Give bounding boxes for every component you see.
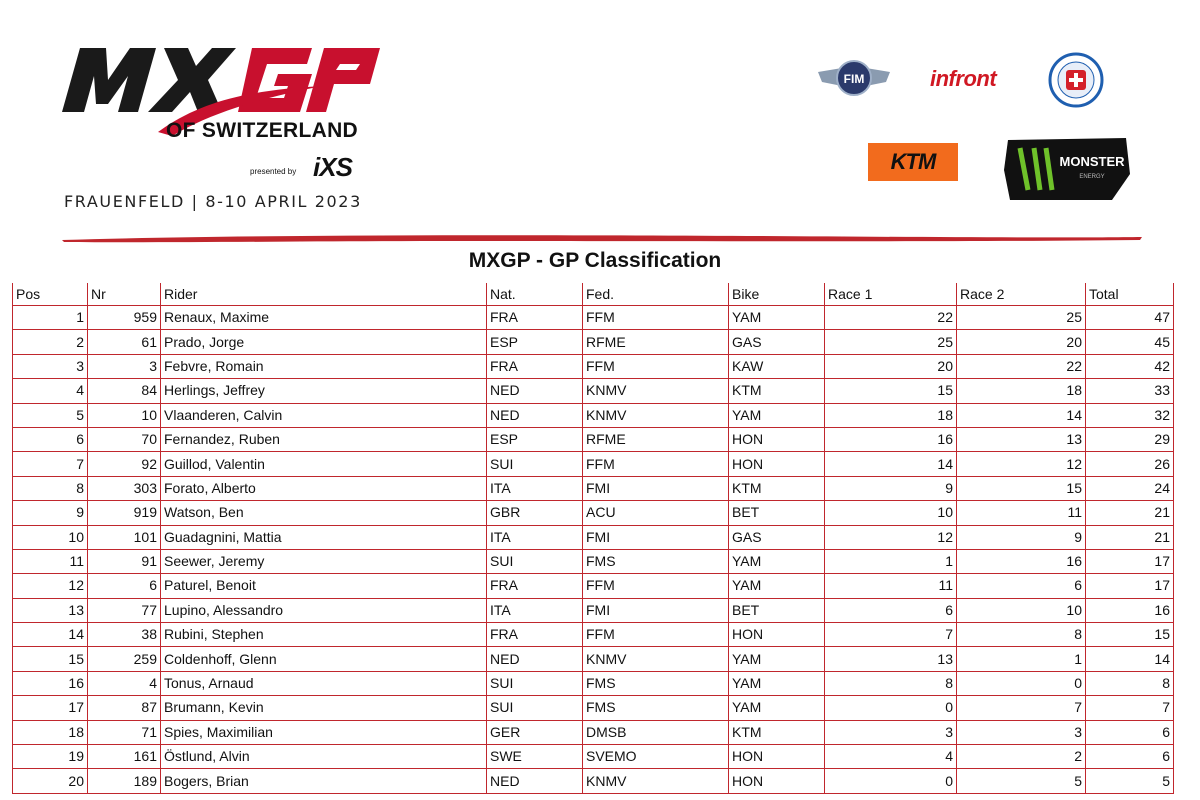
- cell-rider: Paturel, Benoit: [161, 574, 487, 598]
- cell-nat: ITA: [487, 476, 583, 500]
- cell-bike: YAM: [729, 306, 825, 330]
- cell-race2: 3: [957, 720, 1086, 744]
- cell-race1: 9: [825, 476, 957, 500]
- fim-logo-icon: [816, 58, 892, 100]
- cell-total: 47: [1086, 306, 1174, 330]
- cell-pos: 8: [13, 476, 88, 500]
- cell-race2: 10: [957, 598, 1086, 622]
- cell-rider: Östlund, Alvin: [161, 745, 487, 769]
- cell-race1: 6: [825, 598, 957, 622]
- cell-pos: 20: [13, 769, 88, 793]
- cell-nat: SUI: [487, 549, 583, 573]
- cell-rider: Herlings, Jeffrey: [161, 379, 487, 403]
- cell-bike: YAM: [729, 671, 825, 695]
- header-nat: Nat.: [487, 283, 583, 306]
- fms-swiss-logo-icon: [1048, 52, 1104, 108]
- cell-race1: 7: [825, 623, 957, 647]
- cell-fed: FMI: [583, 598, 729, 622]
- cell-fed: KNMV: [583, 647, 729, 671]
- cell-nr: 38: [88, 623, 161, 647]
- cell-pos: 10: [13, 525, 88, 549]
- cell-nat: NED: [487, 403, 583, 427]
- header-total: Total: [1086, 283, 1174, 306]
- cell-pos: 13: [13, 598, 88, 622]
- cell-race1: 13: [825, 647, 957, 671]
- cell-total: 5: [1086, 769, 1174, 793]
- cell-race2: 20: [957, 330, 1086, 354]
- cell-nr: 959: [88, 306, 161, 330]
- cell-total: 16: [1086, 598, 1174, 622]
- cell-pos: 5: [13, 403, 88, 427]
- cell-race2: 11: [957, 501, 1086, 525]
- cell-nr: 70: [88, 427, 161, 451]
- cell-rider: Rubini, Stephen: [161, 623, 487, 647]
- table-row: [13, 720, 1174, 744]
- cell-nat: NED: [487, 769, 583, 793]
- cell-rider: Guadagnini, Mattia: [161, 525, 487, 549]
- svg-text:MONSTER: MONSTER: [1059, 154, 1125, 169]
- cell-total: 26: [1086, 452, 1174, 476]
- cell-total: 29: [1086, 427, 1174, 451]
- cell-pos: 18: [13, 720, 88, 744]
- cell-race1: 16: [825, 427, 957, 451]
- cell-nr: 77: [88, 598, 161, 622]
- cell-race2: 14: [957, 403, 1086, 427]
- table-row: [13, 476, 1174, 500]
- cell-nr: 4: [88, 671, 161, 695]
- table-row: [13, 623, 1174, 647]
- cell-race2: 7: [957, 696, 1086, 720]
- cell-fed: SVEMO: [583, 745, 729, 769]
- table-row: [13, 647, 1174, 671]
- cell-race2: 2: [957, 745, 1086, 769]
- cell-nat: FRA: [487, 574, 583, 598]
- cell-nat: ITA: [487, 598, 583, 622]
- table-row: [13, 427, 1174, 451]
- cell-race1: 4: [825, 745, 957, 769]
- cell-nr: 10: [88, 403, 161, 427]
- presented-by-label: presented by: [250, 167, 297, 176]
- header-bike: Bike: [729, 283, 825, 306]
- table-row: [13, 525, 1174, 549]
- cell-fed: RFME: [583, 427, 729, 451]
- event-subtitle: OF SWITZERLAND: [166, 119, 359, 142]
- red-brush-divider: [62, 232, 1142, 244]
- cell-nat: GBR: [487, 501, 583, 525]
- cell-race2: 9: [957, 525, 1086, 549]
- cell-fed: FMI: [583, 476, 729, 500]
- cell-rider: Fernandez, Ruben: [161, 427, 487, 451]
- cell-nat: FRA: [487, 306, 583, 330]
- table-row: [13, 354, 1174, 378]
- cell-total: 8: [1086, 671, 1174, 695]
- svg-text:ENERGY: ENERGY: [1079, 174, 1105, 180]
- cell-race1: 12: [825, 525, 957, 549]
- cell-rider: Seewer, Jeremy: [161, 549, 487, 573]
- cell-fed: FMS: [583, 696, 729, 720]
- cell-total: 17: [1086, 549, 1174, 573]
- cell-bike: BET: [729, 501, 825, 525]
- classification-table: [12, 283, 1174, 794]
- table-row: [13, 598, 1174, 622]
- cell-nat: FRA: [487, 623, 583, 647]
- cell-rider: Watson, Ben: [161, 501, 487, 525]
- cell-bike: YAM: [729, 403, 825, 427]
- cell-bike: KTM: [729, 379, 825, 403]
- cell-bike: HON: [729, 452, 825, 476]
- cell-race2: 18: [957, 379, 1086, 403]
- cell-fed: FFM: [583, 574, 729, 598]
- cell-fed: DMSB: [583, 720, 729, 744]
- cell-race2: 15: [957, 476, 1086, 500]
- cell-race1: 3: [825, 720, 957, 744]
- cell-nr: 71: [88, 720, 161, 744]
- cell-pos: 12: [13, 574, 88, 598]
- cell-race2: 8: [957, 623, 1086, 647]
- cell-nat: ESP: [487, 330, 583, 354]
- cell-fed: KNMV: [583, 379, 729, 403]
- cell-pos: 4: [13, 379, 88, 403]
- cell-nat: GER: [487, 720, 583, 744]
- table-body: [13, 306, 1174, 794]
- cell-nr: 6: [88, 574, 161, 598]
- cell-bike: YAM: [729, 549, 825, 573]
- cell-pos: 6: [13, 427, 88, 451]
- cell-fed: RFME: [583, 330, 729, 354]
- cell-rider: Coldenhoff, Glenn: [161, 647, 487, 671]
- cell-rider: Vlaanderen, Calvin: [161, 403, 487, 427]
- ktm-logo: [868, 143, 958, 181]
- cell-total: 24: [1086, 476, 1174, 500]
- cell-rider: Bogers, Brian: [161, 769, 487, 793]
- cell-nr: 161: [88, 745, 161, 769]
- cell-pos: 16: [13, 671, 88, 695]
- cell-fed: FMS: [583, 671, 729, 695]
- cell-rider: Guillod, Valentin: [161, 452, 487, 476]
- cell-nr: 61: [88, 330, 161, 354]
- classification-title: MXGP - GP Classification: [468, 249, 722, 272]
- cell-fed: ACU: [583, 501, 729, 525]
- cell-race2: 13: [957, 427, 1086, 451]
- cell-pos: 1: [13, 306, 88, 330]
- cell-pos: 14: [13, 623, 88, 647]
- infront-logo: infront: [930, 66, 997, 91]
- cell-bike: KTM: [729, 720, 825, 744]
- cell-fed: FFM: [583, 623, 729, 647]
- cell-race2: 0: [957, 671, 1086, 695]
- cell-bike: HON: [729, 745, 825, 769]
- cell-rider: Forato, Alberto: [161, 476, 487, 500]
- cell-fed: FMI: [583, 525, 729, 549]
- cell-race1: 14: [825, 452, 957, 476]
- cell-nat: NED: [487, 647, 583, 671]
- table-row: [13, 574, 1174, 598]
- cell-bike: HON: [729, 427, 825, 451]
- header-pos: Pos: [13, 283, 88, 306]
- cell-race2: 12: [957, 452, 1086, 476]
- cell-race2: 6: [957, 574, 1086, 598]
- cell-rider: Spies, Maximilian: [161, 720, 487, 744]
- cell-nr: 259: [88, 647, 161, 671]
- cell-nat: FRA: [487, 354, 583, 378]
- cell-race2: 16: [957, 549, 1086, 573]
- cell-total: 6: [1086, 745, 1174, 769]
- cell-bike: GAS: [729, 330, 825, 354]
- cell-bike: YAM: [729, 696, 825, 720]
- header-race1: Race 1: [825, 283, 957, 306]
- cell-bike: GAS: [729, 525, 825, 549]
- cell-nr: 101: [88, 525, 161, 549]
- cell-fed: FFM: [583, 354, 729, 378]
- cell-nr: 91: [88, 549, 161, 573]
- cell-rider: Renaux, Maxime: [161, 306, 487, 330]
- cell-fed: FFM: [583, 452, 729, 476]
- cell-bike: BET: [729, 598, 825, 622]
- cell-pos: 15: [13, 647, 88, 671]
- table-row: [13, 452, 1174, 476]
- cell-bike: KTM: [729, 476, 825, 500]
- cell-nat: NED: [487, 379, 583, 403]
- cell-race2: 1: [957, 647, 1086, 671]
- table-row: [13, 769, 1174, 793]
- cell-fed: FFM: [583, 306, 729, 330]
- header-fed: Fed.: [583, 283, 729, 306]
- cell-nat: SUI: [487, 696, 583, 720]
- cell-nat: SUI: [487, 671, 583, 695]
- cell-total: 42: [1086, 354, 1174, 378]
- table-row: [13, 306, 1174, 330]
- cell-bike: HON: [729, 623, 825, 647]
- cell-race2: 5: [957, 769, 1086, 793]
- table-row: [13, 330, 1174, 354]
- cell-race1: 20: [825, 354, 957, 378]
- cell-bike: HON: [729, 769, 825, 793]
- cell-pos: 2: [13, 330, 88, 354]
- cell-nr: 919: [88, 501, 161, 525]
- cell-nr: 303: [88, 476, 161, 500]
- cell-fed: KNMV: [583, 769, 729, 793]
- cell-rider: Febvre, Romain: [161, 354, 487, 378]
- cell-race1: 15: [825, 379, 957, 403]
- table-row: [13, 671, 1174, 695]
- cell-total: 15: [1086, 623, 1174, 647]
- cell-pos: 9: [13, 501, 88, 525]
- cell-nat: ESP: [487, 427, 583, 451]
- event-location-date: FRAUENFELD | 8-10 APRIL 2023: [64, 192, 362, 211]
- header-race2: Race 2: [957, 283, 1086, 306]
- header-nr: Nr: [88, 283, 161, 306]
- cell-total: 33: [1086, 379, 1174, 403]
- cell-race2: 22: [957, 354, 1086, 378]
- cell-nr: 189: [88, 769, 161, 793]
- cell-total: 45: [1086, 330, 1174, 354]
- header-rider: Rider: [161, 283, 487, 306]
- cell-rider: Prado, Jorge: [161, 330, 487, 354]
- cell-pos: 3: [13, 354, 88, 378]
- cell-pos: 7: [13, 452, 88, 476]
- cell-total: 21: [1086, 525, 1174, 549]
- cell-nat: ITA: [487, 525, 583, 549]
- table-row: [13, 403, 1174, 427]
- cell-race1: 11: [825, 574, 957, 598]
- cell-nr: 84: [88, 379, 161, 403]
- cell-bike: YAM: [729, 647, 825, 671]
- cell-bike: YAM: [729, 574, 825, 598]
- table-row: [13, 745, 1174, 769]
- table-row: [13, 379, 1174, 403]
- cell-total: 32: [1086, 403, 1174, 427]
- cell-rider: Tonus, Arnaud: [161, 671, 487, 695]
- cell-nat: SWE: [487, 745, 583, 769]
- svg-text:FIM: FIM: [843, 72, 865, 86]
- table-row: [13, 696, 1174, 720]
- cell-race1: 18: [825, 403, 957, 427]
- cell-rider: Brumann, Kevin: [161, 696, 487, 720]
- cell-total: 14: [1086, 647, 1174, 671]
- ktm-logo-text: KTM: [890, 149, 936, 174]
- cell-total: 21: [1086, 501, 1174, 525]
- cell-race1: 10: [825, 501, 957, 525]
- cell-race1: 22: [825, 306, 957, 330]
- cell-rider: Lupino, Alessandro: [161, 598, 487, 622]
- cell-nr: 92: [88, 452, 161, 476]
- cell-nat: SUI: [487, 452, 583, 476]
- cell-total: 6: [1086, 720, 1174, 744]
- cell-bike: KAW: [729, 354, 825, 378]
- cell-race1: 0: [825, 696, 957, 720]
- monster-energy-logo-icon: [1002, 134, 1132, 204]
- table-header-row: [13, 283, 1174, 306]
- cell-fed: FMS: [583, 549, 729, 573]
- cell-nr: 87: [88, 696, 161, 720]
- cell-total: 17: [1086, 574, 1174, 598]
- cell-race2: 25: [957, 306, 1086, 330]
- cell-pos: 11: [13, 549, 88, 573]
- cell-nr: 3: [88, 354, 161, 378]
- ixs-logo: iXS: [313, 152, 352, 182]
- cell-pos: 19: [13, 745, 88, 769]
- cell-race1: 8: [825, 671, 957, 695]
- table-row: [13, 549, 1174, 573]
- cell-total: 7: [1086, 696, 1174, 720]
- cell-fed: KNMV: [583, 403, 729, 427]
- cell-race1: 0: [825, 769, 957, 793]
- cell-pos: 17: [13, 696, 88, 720]
- cell-race1: 25: [825, 330, 957, 354]
- table-row: [13, 501, 1174, 525]
- cell-race1: 1: [825, 549, 957, 573]
